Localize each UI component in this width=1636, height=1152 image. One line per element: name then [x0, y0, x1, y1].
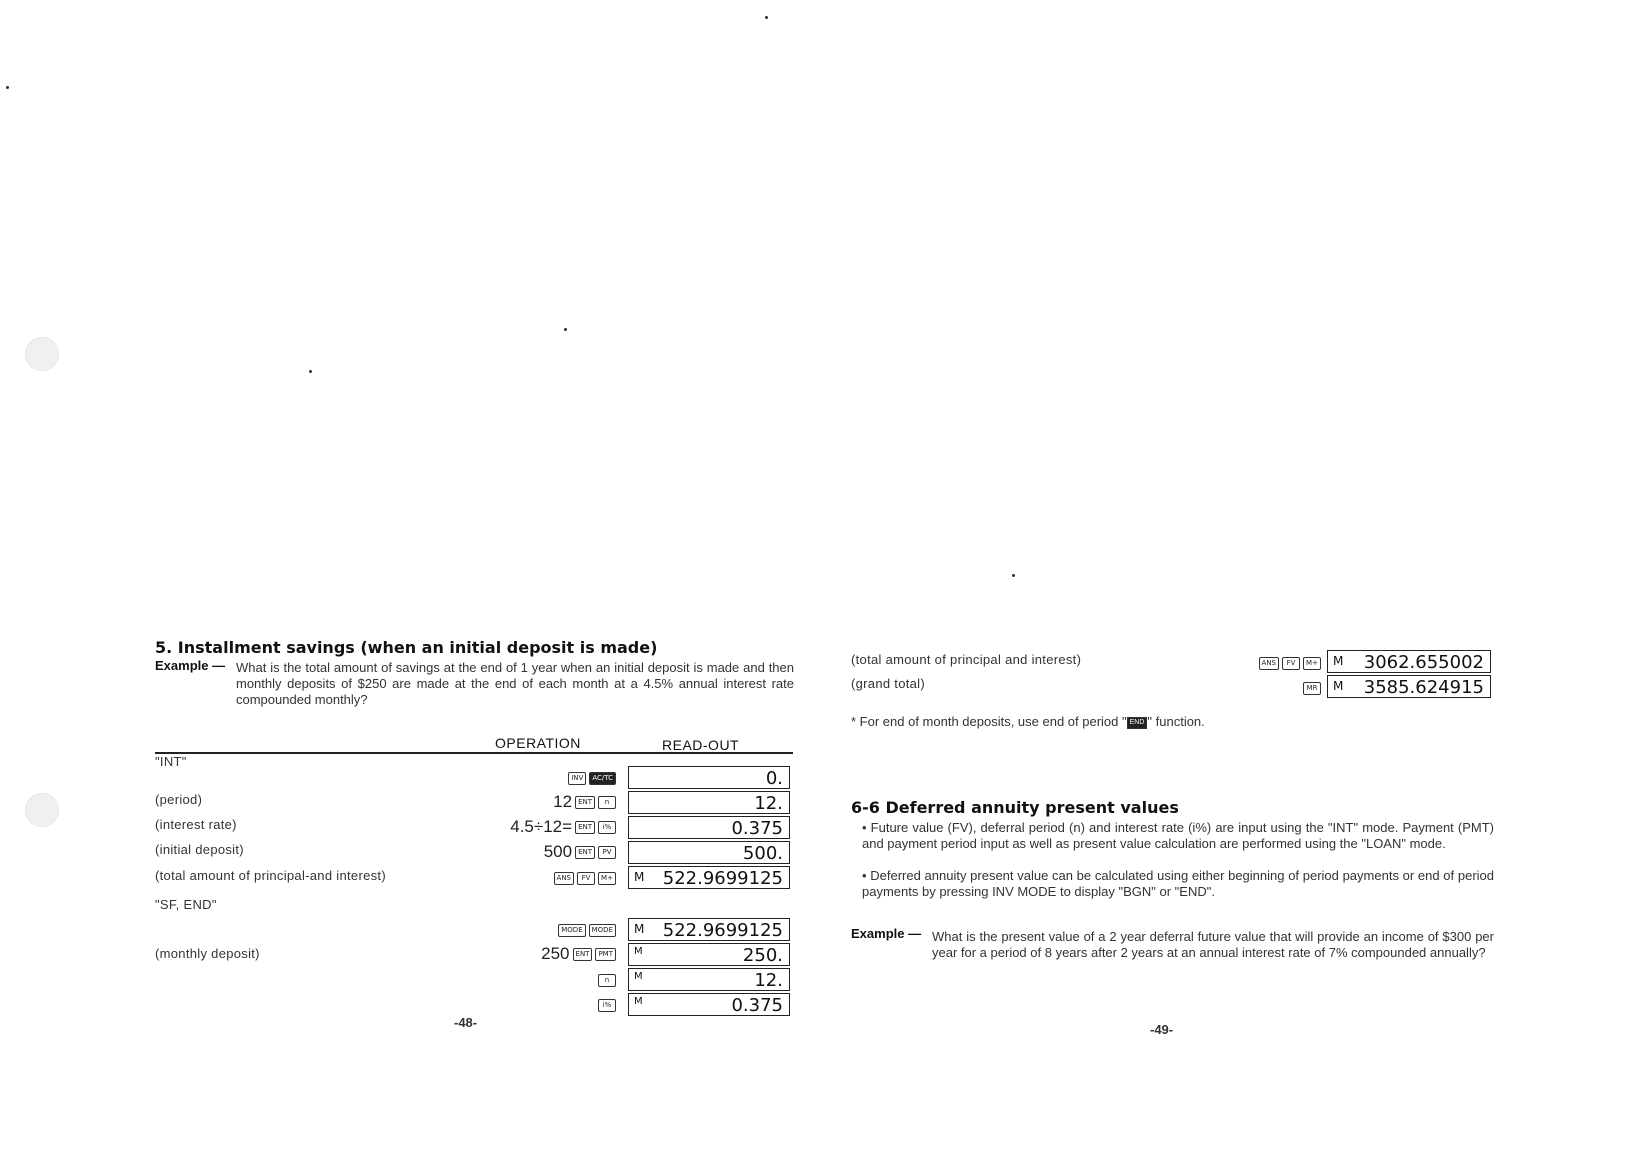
row-label-total-right: (total amount of principal and interest)	[851, 652, 1082, 667]
section-title-left: 5. Installment savings (when an initial deposit is made)	[155, 638, 658, 657]
inv-key: INV	[568, 772, 586, 785]
row-label-period: (period)	[155, 792, 203, 807]
note-suffix: " function.	[1147, 714, 1205, 729]
readout-box	[628, 866, 790, 889]
operation-keys	[1256, 653, 1321, 673]
fv-key: FV	[1282, 657, 1300, 670]
readout-box	[1327, 650, 1491, 673]
i-percent-key: i%	[598, 999, 616, 1012]
row-label-grand-total: (grand total)	[851, 676, 925, 691]
bullet-future-value: • Future value (FV), deferral period (n) and interest rate (i%) are input using the "INT" mode. Payment (PMT) and payment period input as well as present value calculation are performed using the "LOAN" mode.	[862, 820, 1494, 851]
readout-value: 250.	[742, 945, 783, 966]
memory-indicator: M	[1333, 654, 1344, 668]
readout-value: 0.	[765, 768, 783, 789]
readout-box	[628, 841, 790, 864]
readout-box	[628, 816, 790, 839]
operation-keys	[555, 920, 616, 940]
example-label-left: Example —	[155, 658, 226, 673]
readout-value: 12.	[754, 970, 783, 991]
readout-box	[628, 766, 790, 789]
end-key: END	[1127, 717, 1148, 729]
col-header-readout: READ-OUT	[662, 737, 740, 753]
ent-key: ENT	[575, 821, 595, 834]
operation-keys	[553, 792, 616, 812]
ans-key: ANS	[1259, 657, 1279, 670]
readout-value: 522.9699125	[662, 920, 783, 941]
speck	[765, 16, 768, 19]
speck	[1012, 574, 1015, 577]
page-number-left: -48-	[454, 1015, 478, 1030]
m-plus-key: M+	[598, 872, 616, 885]
readout-value: 3585.624915	[1363, 677, 1484, 698]
operation-keys	[541, 944, 616, 964]
page-number-right: -49-	[1150, 1022, 1174, 1037]
speck	[309, 370, 312, 373]
binder-hole-top	[25, 337, 59, 371]
example-text-left: What is the total amount of savings at the end of 1 year when an initial deposit is made and then monthly deposits of $250 are made at the end of each month at a 4.5% annual interest rate compounded monthly?	[236, 660, 794, 707]
operation-entry: 250	[541, 944, 570, 963]
operation-entry: 12	[553, 792, 573, 811]
row-label-sf-end: "SF, END"	[155, 897, 217, 912]
i-percent-key: i%	[598, 821, 616, 834]
n-key: n	[598, 796, 616, 809]
readout-value: 0.375	[731, 995, 783, 1016]
ans-key: ANS	[554, 872, 574, 885]
fv-key: FV	[577, 872, 595, 885]
operation-keys	[551, 868, 616, 888]
operation-keys	[565, 768, 616, 788]
end-function-note	[851, 714, 1205, 729]
readout-value: 522.9699125	[662, 868, 783, 889]
readout-box	[628, 968, 790, 991]
readout-value: 500.	[742, 843, 783, 864]
operation-keys	[1300, 678, 1321, 698]
operation-keys	[595, 995, 616, 1015]
readout-box	[628, 791, 790, 814]
readout-box	[628, 993, 790, 1016]
operation-entry: 4.5÷12=	[510, 817, 573, 836]
example-label-right: Example —	[851, 926, 922, 941]
row-label-interest: (interest rate)	[155, 817, 237, 832]
speck	[6, 86, 9, 89]
memory-indicator: M	[634, 996, 643, 1007]
operation-keys	[544, 842, 616, 862]
row-label-int: "INT"	[155, 754, 187, 769]
operation-keys	[510, 817, 616, 837]
readout-box	[628, 943, 790, 966]
operation-keys	[595, 970, 616, 990]
readout-value: 3062.655002	[1363, 652, 1484, 673]
example-text-right: What is the present value of a 2 year deferral future value that will provide an income of $300 per year for a period of 8 years after 2 years at an annual interest rate of 7% compounded annually?	[932, 929, 1494, 960]
m-plus-key: M+	[1303, 657, 1321, 670]
ent-key: ENT	[575, 846, 595, 859]
readout-value: 0.375	[731, 818, 783, 839]
pmt-key: PMT	[595, 948, 616, 961]
mode-key: MODE	[558, 924, 585, 937]
row-label-initial-deposit: (initial deposit)	[155, 842, 244, 857]
ac-tc-key: AC/TC	[589, 772, 616, 785]
memory-indicator: M	[1333, 679, 1344, 693]
memory-indicator: M	[634, 946, 643, 957]
ent-key: ENT	[573, 948, 593, 961]
memory-indicator: M	[634, 971, 643, 982]
n-key: n	[598, 974, 616, 987]
readout-box	[1327, 675, 1491, 698]
row-label-total: (total amount of principal-and interest)	[155, 868, 386, 883]
row-label-monthly-deposit: (monthly deposit)	[155, 946, 260, 961]
bullet-deferred-annuity: • Deferred annuity present value can be calculated using either beginning of period payments or end of period payments by pressing INV MODE to display "BGN" or "END".	[862, 868, 1494, 899]
pv-key: PV	[598, 846, 616, 859]
ent-key: ENT	[575, 796, 595, 809]
note-prefix: * For end of month deposits, use end of period "	[851, 714, 1127, 729]
col-header-operation: OPERATION	[495, 735, 581, 751]
speck	[564, 328, 567, 331]
readout-box	[628, 918, 790, 941]
header-rule	[155, 752, 793, 754]
readout-value: 12.	[754, 793, 783, 814]
mr-key: MR	[1303, 682, 1321, 695]
section-title-right: 6-6 Deferred annuity present values	[851, 798, 1179, 817]
memory-indicator: M	[634, 922, 645, 936]
mode-key: MODE	[589, 924, 616, 937]
binder-hole-bottom	[25, 793, 59, 827]
operation-entry: 500	[543, 842, 573, 861]
memory-indicator: M	[634, 870, 645, 884]
